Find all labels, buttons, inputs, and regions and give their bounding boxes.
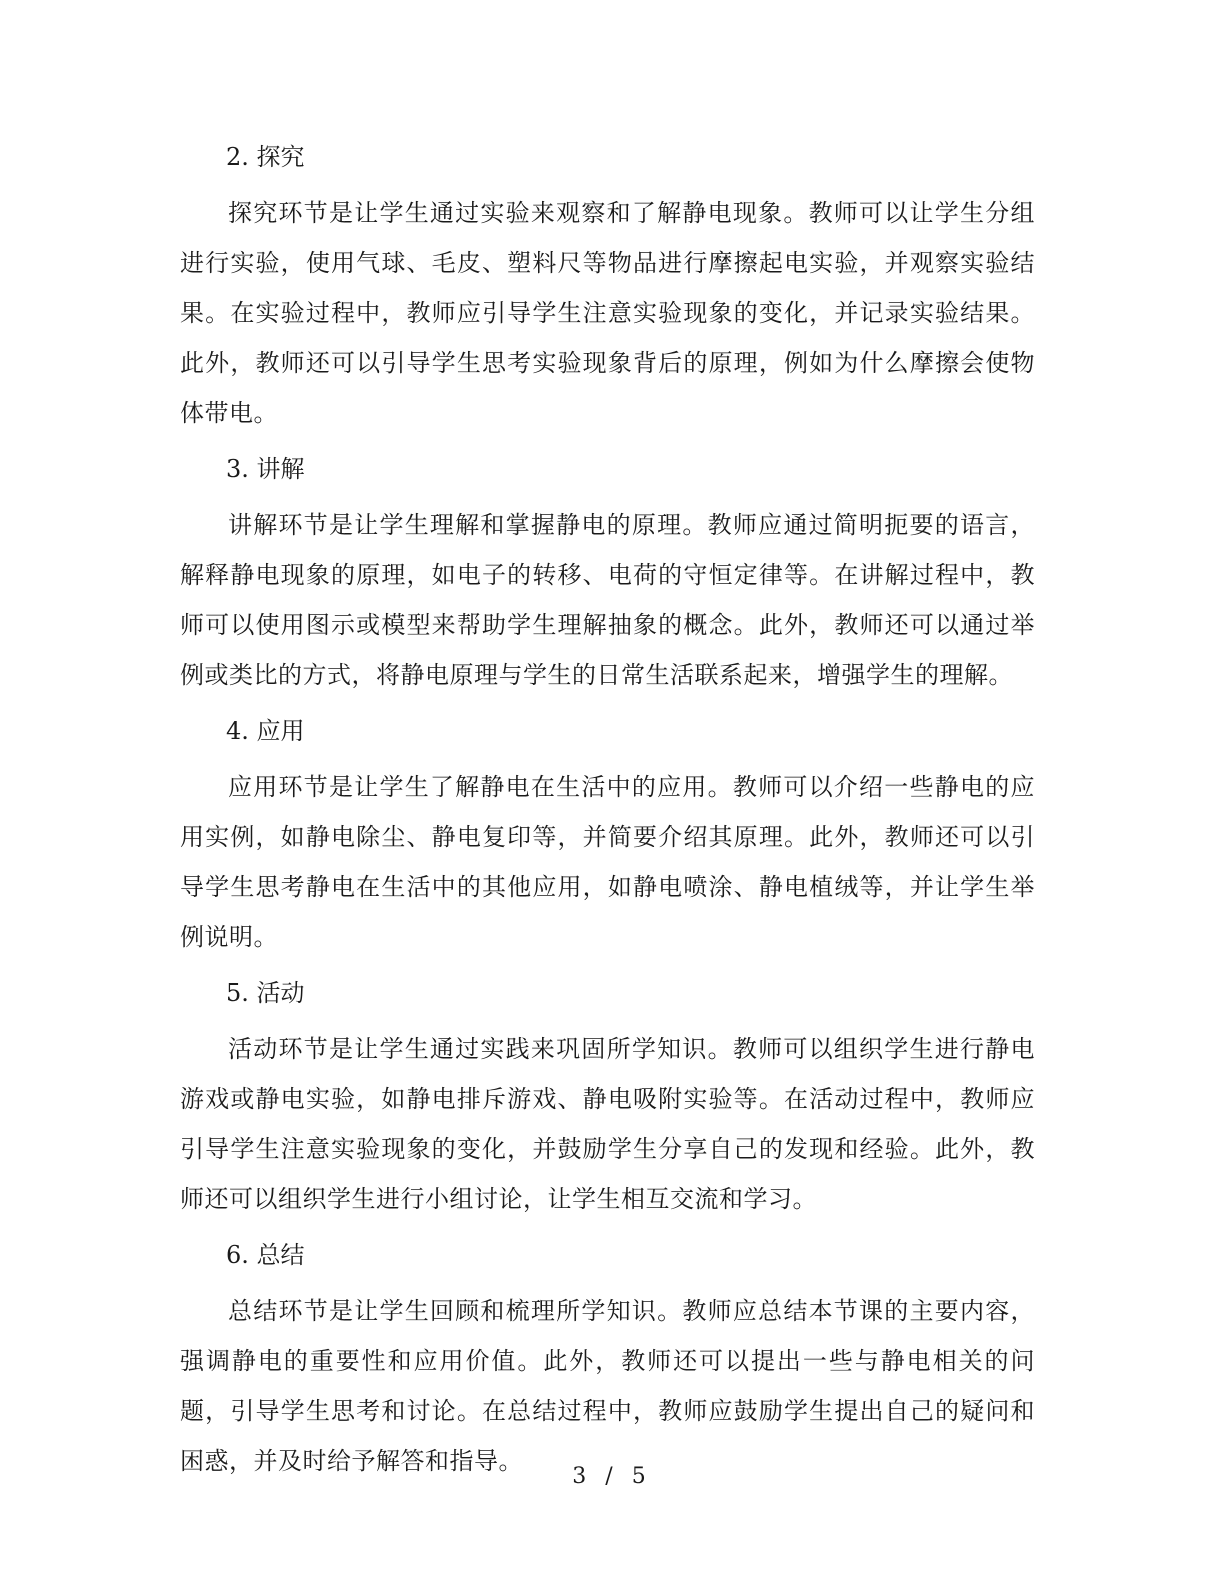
section-paragraph-activity: 活动环节是让学生通过实践来巩固所学知识。教师可以组织学生进行静电游戏或静电实验，如静电排斥游戏、静电吸附实验等。在活动过程中，教师应引导学生注意实验现象的变化，并鼓励学生分享自己的发现和经验。此外，教师还可以组织学生进行小组讨论，让学生相互交流和学习。 [180,1035,1035,1213]
section-paragraph-explain: 讲解环节是让学生理解和掌握静电的原理。教师应通过简明扼要的语言，解释静电现象的原理，如电子的转移、电荷的守恒定律等。在讲解过程中，教师可以使用图示或模型来帮助学生理解抽象的概念。此外，教师还可以通过举例或类比的方式，将静电原理与学生的日常生活联系起来，增强学生的理解。 [180,511,1035,689]
section-paragraph-explore: 探究环节是让学生通过实验来观察和了解静电现象。教师可以让学生分组进行实验，使用气球、毛皮、塑料尺等物品进行摩擦起电实验，并观察实验结果。在实验过程中，教师应引导学生注意实验现象的变化，并记录实验结果。此外，教师还可以引导学生思考实验现象背后的原理，例如为什么摩擦会使物体带电。 [180,199,1035,427]
page-number: 3 / 5 [572,1464,652,1489]
section-heading-explain: 3. 讲解 [226,455,305,483]
page-content [180,138,1035,1498]
section-heading-activity: 5. 活动 [226,979,305,1007]
section-heading-summary: 6. 总结 [226,1241,305,1269]
section-heading-apply: 4. 应用 [226,717,305,745]
section-paragraph-apply: 应用环节是让学生了解静电在生活中的应用。教师可以介绍一些静电的应用实例，如静电除尘、静电复印等，并简要介绍其原理。此外，教师还可以引导学生思考静电在生活中的其他应用，如静电喷涂、静电植绒等，并让学生举例说明。 [180,773,1035,951]
section-paragraph-summary: 总结环节是让学生回顾和梳理所学知识。教师应总结本节课的主要内容，强调静电的重要性和应用价值。此外，教师还可以提出一些与静电相关的问题，引导学生思考和讨论。在总结过程中，教师应鼓励学生提出自己的疑问和困惑，并及时给予解答和指导。 [180,1297,1035,1475]
section-heading-explore: 2. 探究 [226,143,305,171]
